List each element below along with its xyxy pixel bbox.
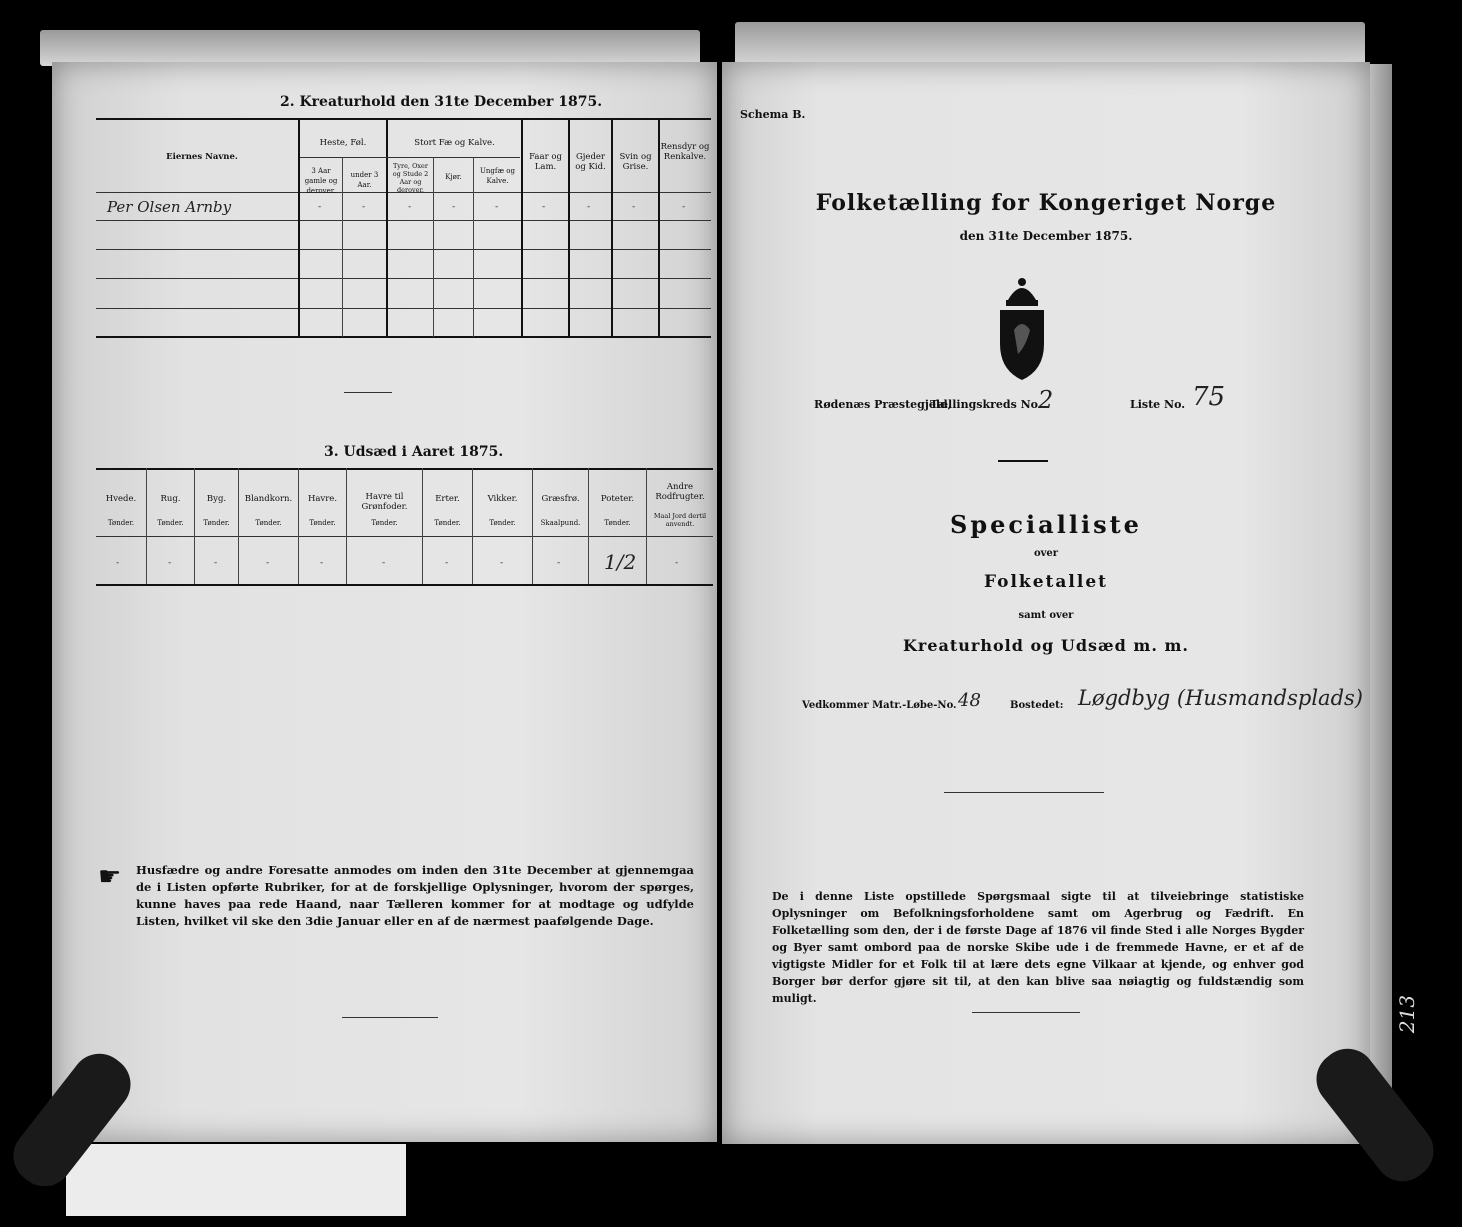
- table2-row-rule: [96, 220, 711, 221]
- separator-rule: [344, 392, 392, 393]
- table2-top-rule: [96, 118, 711, 120]
- byg-unit: Tønder.: [203, 519, 230, 527]
- table2-divider: [298, 118, 300, 338]
- section3-title: 3. Udsæd i Aaret 1875.: [324, 444, 504, 460]
- matr-value: 48: [958, 690, 981, 711]
- table3-cell: -: [168, 558, 172, 568]
- graesfro-unit: Skaalpund.: [540, 519, 581, 527]
- table3-top-rule: [96, 468, 713, 470]
- blandkorn-header: Blandkorn.: [244, 494, 293, 504]
- gjeder-header: Gjeder og Kid.: [575, 152, 606, 172]
- table3-cell: -: [445, 558, 449, 568]
- binding-strip: [1370, 64, 1392, 1144]
- table2-divider: [521, 118, 523, 338]
- rodfrugter-header: Andre Rodfrugter.: [655, 482, 705, 502]
- notice-text: Husfædre og andre Foresatte anmodes om inden den 31te December at gjennemgaa de i Listen opførte Rubriker, for at de forskjellige Oplysninger, hvorom der spørges, kunne haves paa rede Haand, naar Tælleren kommer for at modtage og udfylde Listen, hvilket vil ske den 3die Januar eller en af de nærmest paafølgende Dage.: [136, 863, 694, 928]
- havre-unit: Tønder.: [309, 519, 336, 527]
- table3-cell: -: [266, 558, 270, 568]
- table2-row-rule: [96, 308, 711, 309]
- table2-divider: [611, 118, 613, 338]
- table2-bottom-rule: [96, 336, 711, 338]
- table2-divider: [386, 118, 388, 338]
- stort-sub3-header: Ungfæ og Kalve.: [480, 167, 515, 185]
- left-page: [52, 62, 717, 1142]
- tellingskreds-value: 2: [1038, 386, 1054, 414]
- table2-row-rule: [96, 278, 711, 279]
- heste-header: Heste, Føl.: [319, 138, 367, 148]
- poteter-value-handwritten: 1/2: [604, 550, 637, 574]
- table3-cell: -: [116, 558, 120, 568]
- havre-gronfoder-unit: Tønder.: [371, 519, 398, 527]
- bottom-paper-tab: [66, 1144, 406, 1216]
- svin-header: Svin og Grise.: [619, 152, 652, 172]
- schema-label: Schema B.: [740, 108, 806, 121]
- hvede-header: Hvede.: [105, 494, 137, 504]
- main-title: Folketælling for Kongeriget Norge: [815, 190, 1277, 216]
- norway-coat-of-arms-icon: [994, 272, 1050, 384]
- table2-cell: -: [362, 202, 366, 212]
- faar-header: Faar og Lam.: [529, 152, 562, 172]
- bostedet-label: Bostedet:: [1010, 700, 1064, 711]
- table2-cell: -: [408, 202, 412, 212]
- matr-label: Vedkommer Matr.-Løbe-No.: [802, 700, 957, 711]
- prestegjeld-label: Rødenæs Præstegjeld,: [814, 398, 952, 411]
- separator-rule: [998, 460, 1048, 462]
- tellingskreds-label: Tællingskreds No.: [930, 398, 1042, 411]
- havre-header: Havre.: [307, 494, 338, 504]
- kreaturhold-title: Kreaturhold og Udsæd m. m.: [903, 636, 1189, 655]
- owner-name-handwritten: Per Olsen Arnby: [107, 198, 232, 216]
- table3-header-rule: [96, 536, 713, 537]
- table3-cell: -: [214, 558, 218, 568]
- erter-unit: Tønder.: [434, 519, 461, 527]
- right-page: [722, 62, 1370, 1144]
- table3-cell: -: [382, 558, 386, 568]
- stort-sub1-header: Tyre, Oxer og Stude 2 Aar og derover.: [392, 162, 429, 194]
- separator-rule: [944, 792, 1104, 793]
- explanatory-paragraph: De i denne Liste opstillede Spørgsmaal sigte til at tilveiebringe statistiske Oplysninger om Befolkningsforholdene samt om Agerbrug og Fædrift. En Folketælling som den, der i de første Dage af 1876 vil finde Sted i alle Norges Bygder og Byer samt ombord paa de norske Skibe ude i de fremmede Havne, er et af de vigtigste Midler for et Folk til at lære dets egne Vilkaar at kjende, og enhver god Borger bør derfor gjøre sit til, at den kan blive saa nøiagtig og fuldstændig som muligt.: [772, 890, 1304, 1005]
- vikker-header: Vikker.: [487, 494, 518, 504]
- heste-sub2-header: under 3 Aar.: [350, 171, 379, 189]
- table2-cell: -: [452, 202, 456, 212]
- census-date: den 31te December 1875.: [959, 229, 1133, 243]
- table2-divider: [568, 118, 570, 338]
- folketallet-title: Folketallet: [984, 572, 1108, 592]
- table3-bottom-rule: [96, 584, 713, 586]
- graesfro-header: Græsfrø.: [541, 494, 580, 504]
- byg-header: Byg.: [206, 494, 227, 504]
- hvede-unit: Tønder.: [107, 519, 135, 527]
- table2-cell: -: [632, 202, 636, 212]
- bottom-rule: [972, 1012, 1080, 1013]
- table2-cell: -: [542, 202, 546, 212]
- margin-page-number: 213: [1395, 994, 1420, 1034]
- table2-cell: -: [682, 202, 686, 212]
- left-page-top-edge: [40, 30, 700, 66]
- poteter-header: Poteter.: [600, 494, 635, 504]
- table3-cell: -: [675, 558, 679, 568]
- rodfrugter-unit: Maal Jord dertil anvendt.: [653, 512, 707, 528]
- liste-value: 75: [1192, 382, 1226, 412]
- blandkorn-unit: Tønder.: [255, 519, 282, 527]
- rensdyr-header: Rensdyr og Renkalve.: [660, 142, 710, 162]
- table2-row-rule: [96, 249, 711, 250]
- table2-divider: [433, 157, 434, 337]
- heste-sub1-header: 3 Aar gamle og derover.: [304, 167, 338, 195]
- stortfae-header: Stort Fæ og Kalve.: [414, 138, 495, 148]
- pointing-hand-icon: ☛: [98, 862, 122, 892]
- havre-gronfoder-header: Havre til Grønfoder.: [361, 492, 408, 512]
- poteter-unit: Tønder.: [604, 519, 631, 527]
- table2-cell: -: [587, 202, 591, 212]
- table2-cell: -: [495, 202, 499, 212]
- table3-cell: -: [557, 558, 561, 568]
- bostedet-value: Løgdbyg (Husmandsplads): [1078, 686, 1363, 710]
- erter-header: Erter.: [435, 494, 460, 504]
- right-page-top-edge: [735, 22, 1365, 66]
- table3-cell: -: [500, 558, 504, 568]
- over-text: over: [1033, 548, 1059, 559]
- stort-sub2-header: Kjør.: [445, 173, 462, 181]
- specialliste-title: Specialliste: [950, 510, 1142, 539]
- table3-cell: -: [320, 558, 324, 568]
- liste-label: Liste No.: [1130, 398, 1186, 411]
- section2-title: 2. Kreaturhold den 31te December 1875.: [280, 94, 603, 110]
- rug-unit: Tønder.: [157, 519, 184, 527]
- owner-names-header: Eiernes Navne.: [166, 152, 238, 162]
- bottom-rule: [342, 1017, 438, 1018]
- table2-subheader-rule: [300, 157, 520, 158]
- samt-over-text: samt over: [1018, 610, 1074, 621]
- vikker-unit: Tønder.: [489, 519, 516, 527]
- table2-cell: -: [318, 202, 322, 212]
- rug-header: Rug.: [160, 494, 181, 504]
